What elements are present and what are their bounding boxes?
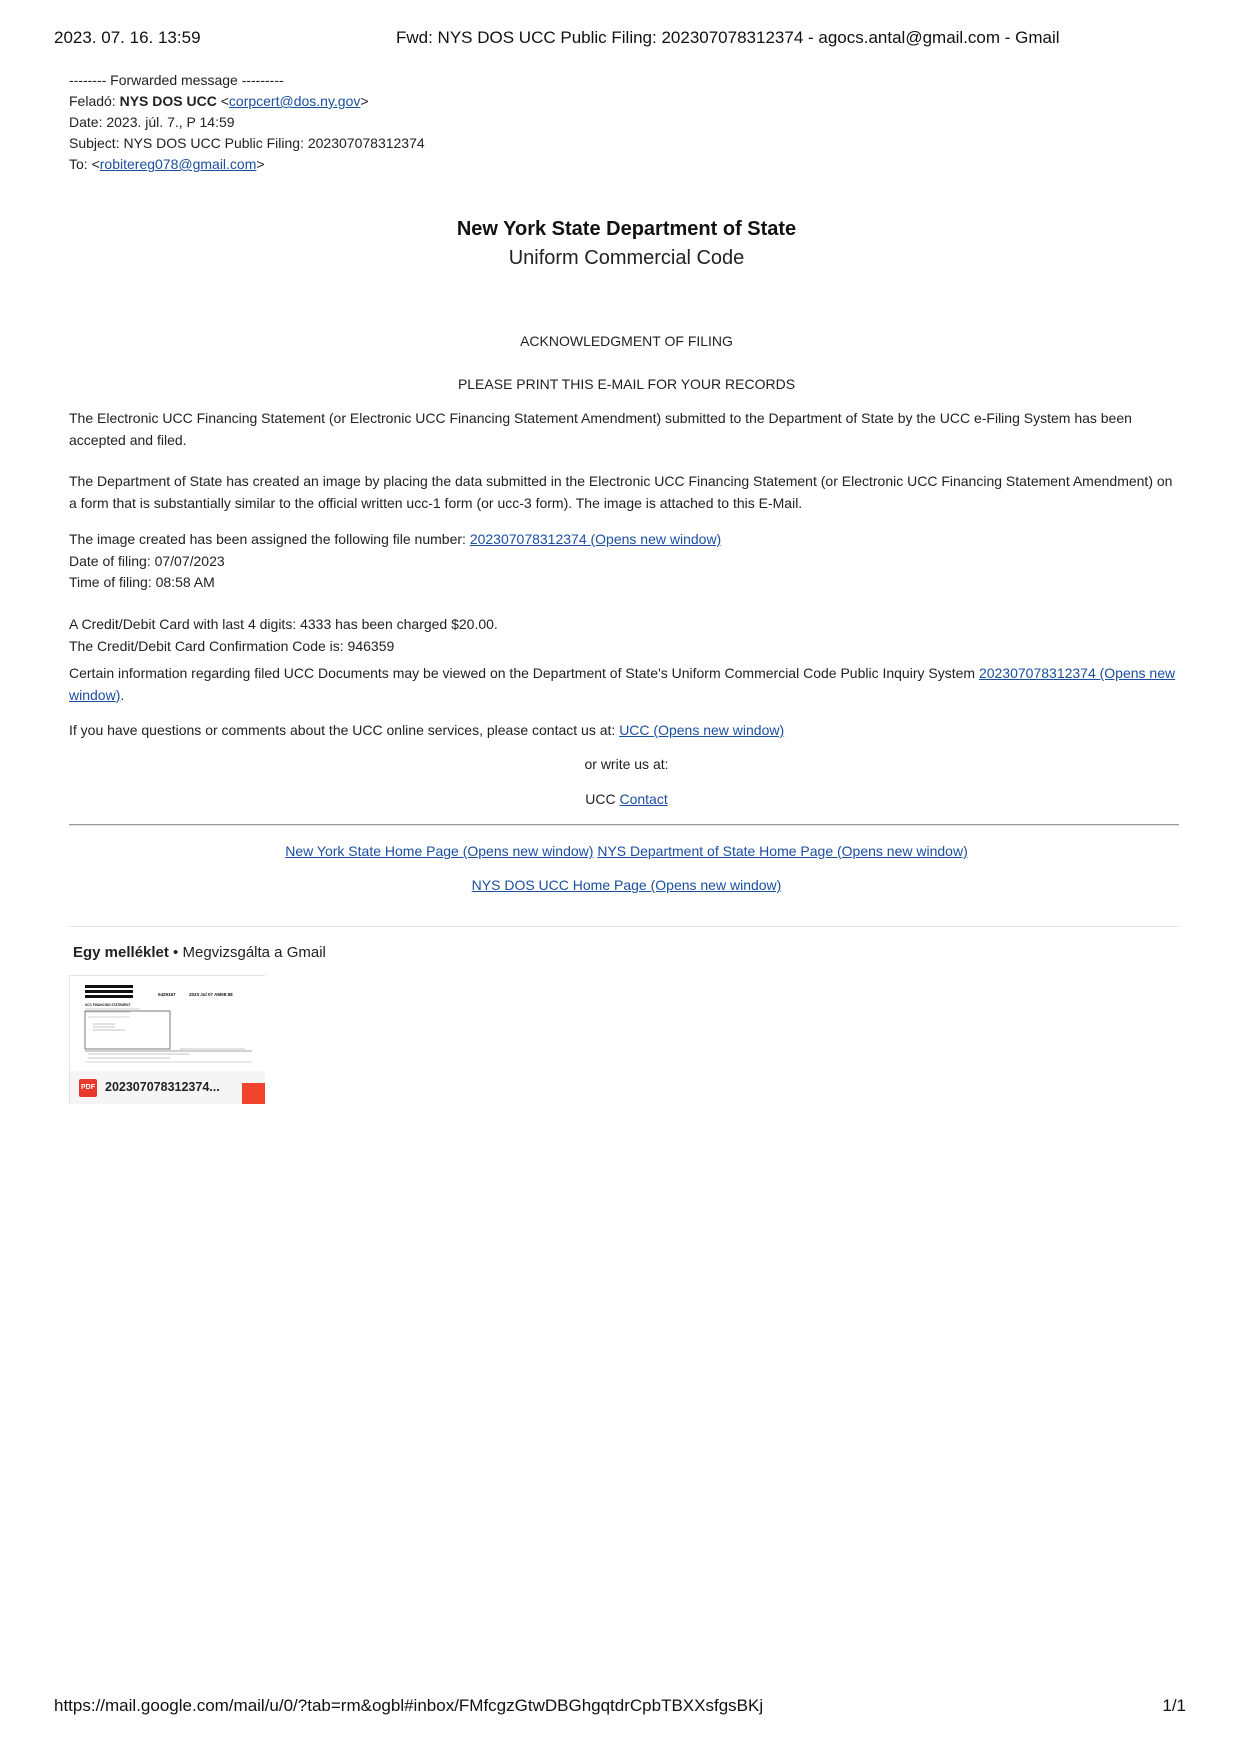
subject-label: Subject: (69, 135, 120, 151)
date-line (69, 112, 425, 133)
print-header (54, 28, 1186, 52)
attachments-count: Egy melléklet (73, 944, 169, 961)
ucc-link[interactable]: UCC (Opens new window) (619, 722, 785, 738)
inquiry-intro: Certain information regarding filed UCC Documents may be viewed on the Department of State's Uniform Commercial Code Public Inquiry System (69, 665, 979, 681)
file-number-paragraph (69, 529, 1179, 594)
inquiry-paragraph: Certain information regarding filed UCC Documents may be viewed on the Department of State's Uniform Commercial Code Public Inquiry System 202307078312374 (Opens new window). (69, 665, 1176, 703)
subject-line (69, 133, 425, 154)
card-confirmation: The Credit/Debit Card Confirmation Code is: 946359 (69, 637, 395, 654)
attachments-header (73, 944, 326, 961)
print-note: PLEASE PRINT THIS E-MAIL FOR YOUR RECORDS (457, 376, 796, 392)
ucc-label: UCC (585, 791, 620, 807)
attachments-divider (69, 926, 1179, 927)
org-subtitle: Uniform Commercial Code (508, 247, 745, 269)
ucc-contact-line (69, 791, 1184, 807)
file-number-link[interactable]: 202307078312374 (Opens new window) (469, 531, 722, 547)
date-of-filing: Date of filing: 07/07/2023 (69, 552, 225, 569)
subject-value: NYS DOS UCC Public Filing: 202307078312374 (123, 135, 425, 151)
footer-links-row-2 (69, 877, 1184, 893)
nys-home-link[interactable]: New York State Home Page (Opens new window) (285, 843, 594, 859)
page-number: 1/1 (1162, 1696, 1186, 1715)
card-paragraph (69, 614, 1179, 657)
time-of-filing: Time of filing: 08:58 AM (69, 574, 215, 590)
from-label: Feladó: (69, 93, 116, 109)
to-email-link[interactable]: robitereg078@gmail.com (99, 156, 257, 172)
image-paragraph: The Department of State has created an image by placing the data submitted in the Electronic UCC Financing Statement (or Electronic UCC Financing Statement Amendment) on a form that is substantially similar to the official written ucc-1 form (or ucc-3 form). The image is attached to this E-Mail. (69, 473, 1173, 511)
thumb-timestamp: 2023 Jul 07 AM08:58 (189, 992, 233, 997)
to-label: To: (69, 156, 88, 172)
attachments-scan-note: • Megvizsgálta a Gmail (168, 944, 326, 961)
from-email-link[interactable]: corpcert@dos.ny.gov (228, 93, 361, 109)
card-charge: A Credit/Debit Card with last 4 digits: 4333 has been charged $20.00. (69, 616, 498, 632)
accepted-paragraph: The Electronic UCC Financing Statement (or Electronic UCC Financing Statement Amendment) submitted to the Department of State by the UCC e-Filing System has been accepted and filed. (69, 410, 1132, 448)
thumb-form-title: UCC FINANCING STATEMENT (85, 1003, 131, 1007)
ack-heading: ACKNOWLEDGMENT OF FILING (520, 333, 733, 349)
contact-link[interactable]: Contact (619, 791, 668, 807)
print-datetime: 2023. 07. 16. 13:59 (54, 28, 201, 47)
org-name: New York State Department of State (456, 218, 797, 240)
pdf-icon: PDF (79, 1079, 97, 1097)
inquiry-link[interactable]: 202307078312374 (Opens new window) (69, 665, 1176, 703)
print-title: Fwd: NYS DOS UCC Public Filing: 202307078312374 - agocs.antal@gmail.com - Gmail (396, 28, 1060, 47)
dos-home-link[interactable]: NYS Department of State Home Page (Opens new window) (597, 843, 968, 859)
contact-intro: If you have questions or comments about the UCC online services, please contact us at: (69, 722, 620, 738)
forwarded-header (69, 70, 425, 175)
attachment-thumbnail[interactable] (70, 976, 265, 1071)
forwarded-banner: -------- Forwarded message --------- (69, 72, 284, 88)
date-label: Date: (69, 114, 103, 130)
attachment-corner-badge (242, 1083, 265, 1104)
contact-paragraph (69, 720, 1179, 742)
from-line: Feladó: NYS DOS UCC <corpcert@dos.ny.gov> (69, 93, 369, 109)
divider (69, 824, 1179, 826)
ucc-home-link[interactable]: NYS DOS UCC Home Page (Opens new window) (471, 877, 782, 893)
file-number-intro: The image created has been assigned the following file number: (69, 531, 470, 547)
attachment-card[interactable] (69, 975, 265, 1104)
from-name: NYS DOS UCC (119, 93, 217, 109)
date-value: 2023. júl. 7., P 14:59 (106, 114, 235, 130)
footer-links-row-1 (69, 843, 1184, 859)
attachment-filename[interactable]: 202307078312374... (105, 1080, 220, 1094)
thumb-file-number: 0429157 (158, 992, 176, 997)
print-url: https://mail.google.com/mail/u/0/?tab=rm&ogbl#inbox/FMfcgzGtwDBGhgqtdrCpbTBXXsfgsBKj (54, 1696, 764, 1715)
to-line: To: <robitereg078@gmail.com> (69, 156, 265, 172)
attachment-footer[interactable] (70, 1071, 265, 1104)
write-us: or write us at: (584, 756, 669, 772)
